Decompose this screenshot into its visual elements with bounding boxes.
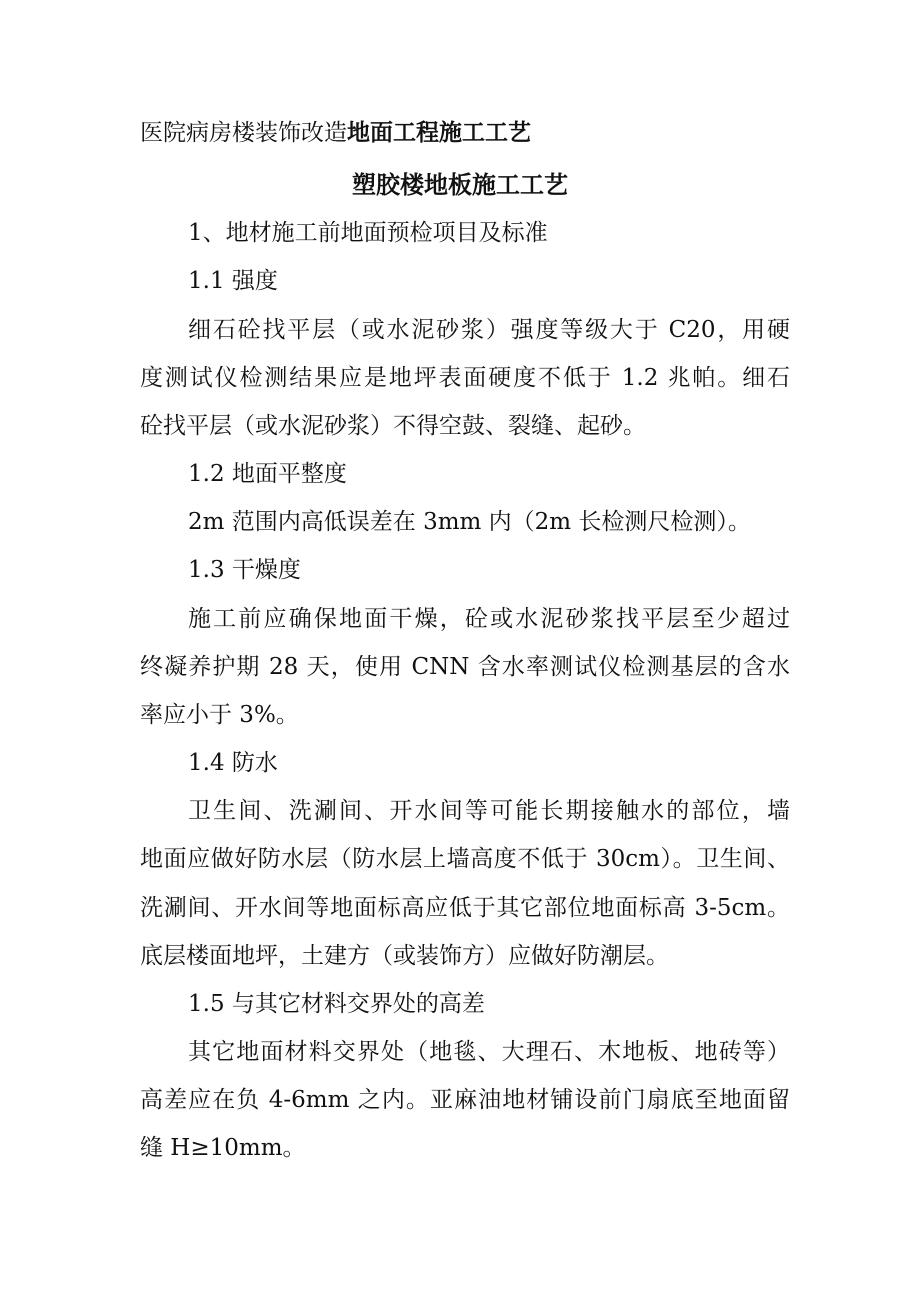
- subsection-heading: 1.4 防水: [188, 750, 278, 776]
- paragraph-line: 地面应做好防水层（防水层上墙高度不低于 30cm）。卫生间、: [140, 846, 790, 872]
- subsection-heading: 1.3 干燥度: [188, 557, 301, 583]
- paragraph-line: 卫生间、洗涮间、开水间等可能长期接触水的部位，墙: [188, 798, 790, 824]
- paragraph-line: 其它地面材料交界处（地毯、大理石、木地板、地砖等）: [188, 1039, 790, 1065]
- paragraph-line: 率应小于 3%。: [140, 702, 299, 728]
- paragraph-line: 缝 H≥10mm。: [140, 1135, 306, 1161]
- paragraph-line: 细石砼找平层（或水泥砂浆）强度等级大于 C20，用硬: [188, 317, 790, 343]
- subsection-heading: 1.5 与其它材料交界处的高差: [188, 991, 485, 1017]
- paragraph-line: 高差应在负 4-6mm 之内。亚麻油地材铺设前门扇底至地面留: [140, 1087, 790, 1113]
- paragraph-line: 2m 范围内高低误差在 3mm 内（2m 长检测尺检测）。: [188, 509, 751, 535]
- paragraph-line: 施工前应确保地面干燥，砼或水泥砂浆找平层至少超过: [188, 606, 790, 632]
- paragraph-line: 度测试仪检测结果应是地坪表面硬度不低于 1.2 兆帕。细石: [140, 365, 790, 391]
- header-prefix: 医院病房楼装饰改造: [140, 120, 347, 146]
- paragraph-line: 砼找平层（或水泥砂浆）不得空鼓、裂缝、起砂。: [140, 413, 646, 439]
- paragraph-line: 底层楼面地坪，土建方（或装饰方）应做好防潮层。: [140, 943, 669, 969]
- paragraph-line: 洗涮间、开水间等地面标高应低于其它部位地面标高 3-5cm。: [140, 895, 790, 921]
- header-line: [140, 118, 790, 148]
- subsection-heading: 1.1 强度: [188, 268, 278, 294]
- section-heading: 1、地材施工前地面预检项目及标准: [188, 220, 548, 246]
- subsection-heading: 1.2 地面平整度: [188, 461, 347, 487]
- header-bold: 地面工程施工工艺: [347, 119, 531, 146]
- paragraph-line: 终凝养护期 28 天，使用 CNN 含水率测试仪检测基层的含水: [140, 654, 790, 680]
- document-title: 塑胶楼地板施工工艺: [352, 170, 568, 199]
